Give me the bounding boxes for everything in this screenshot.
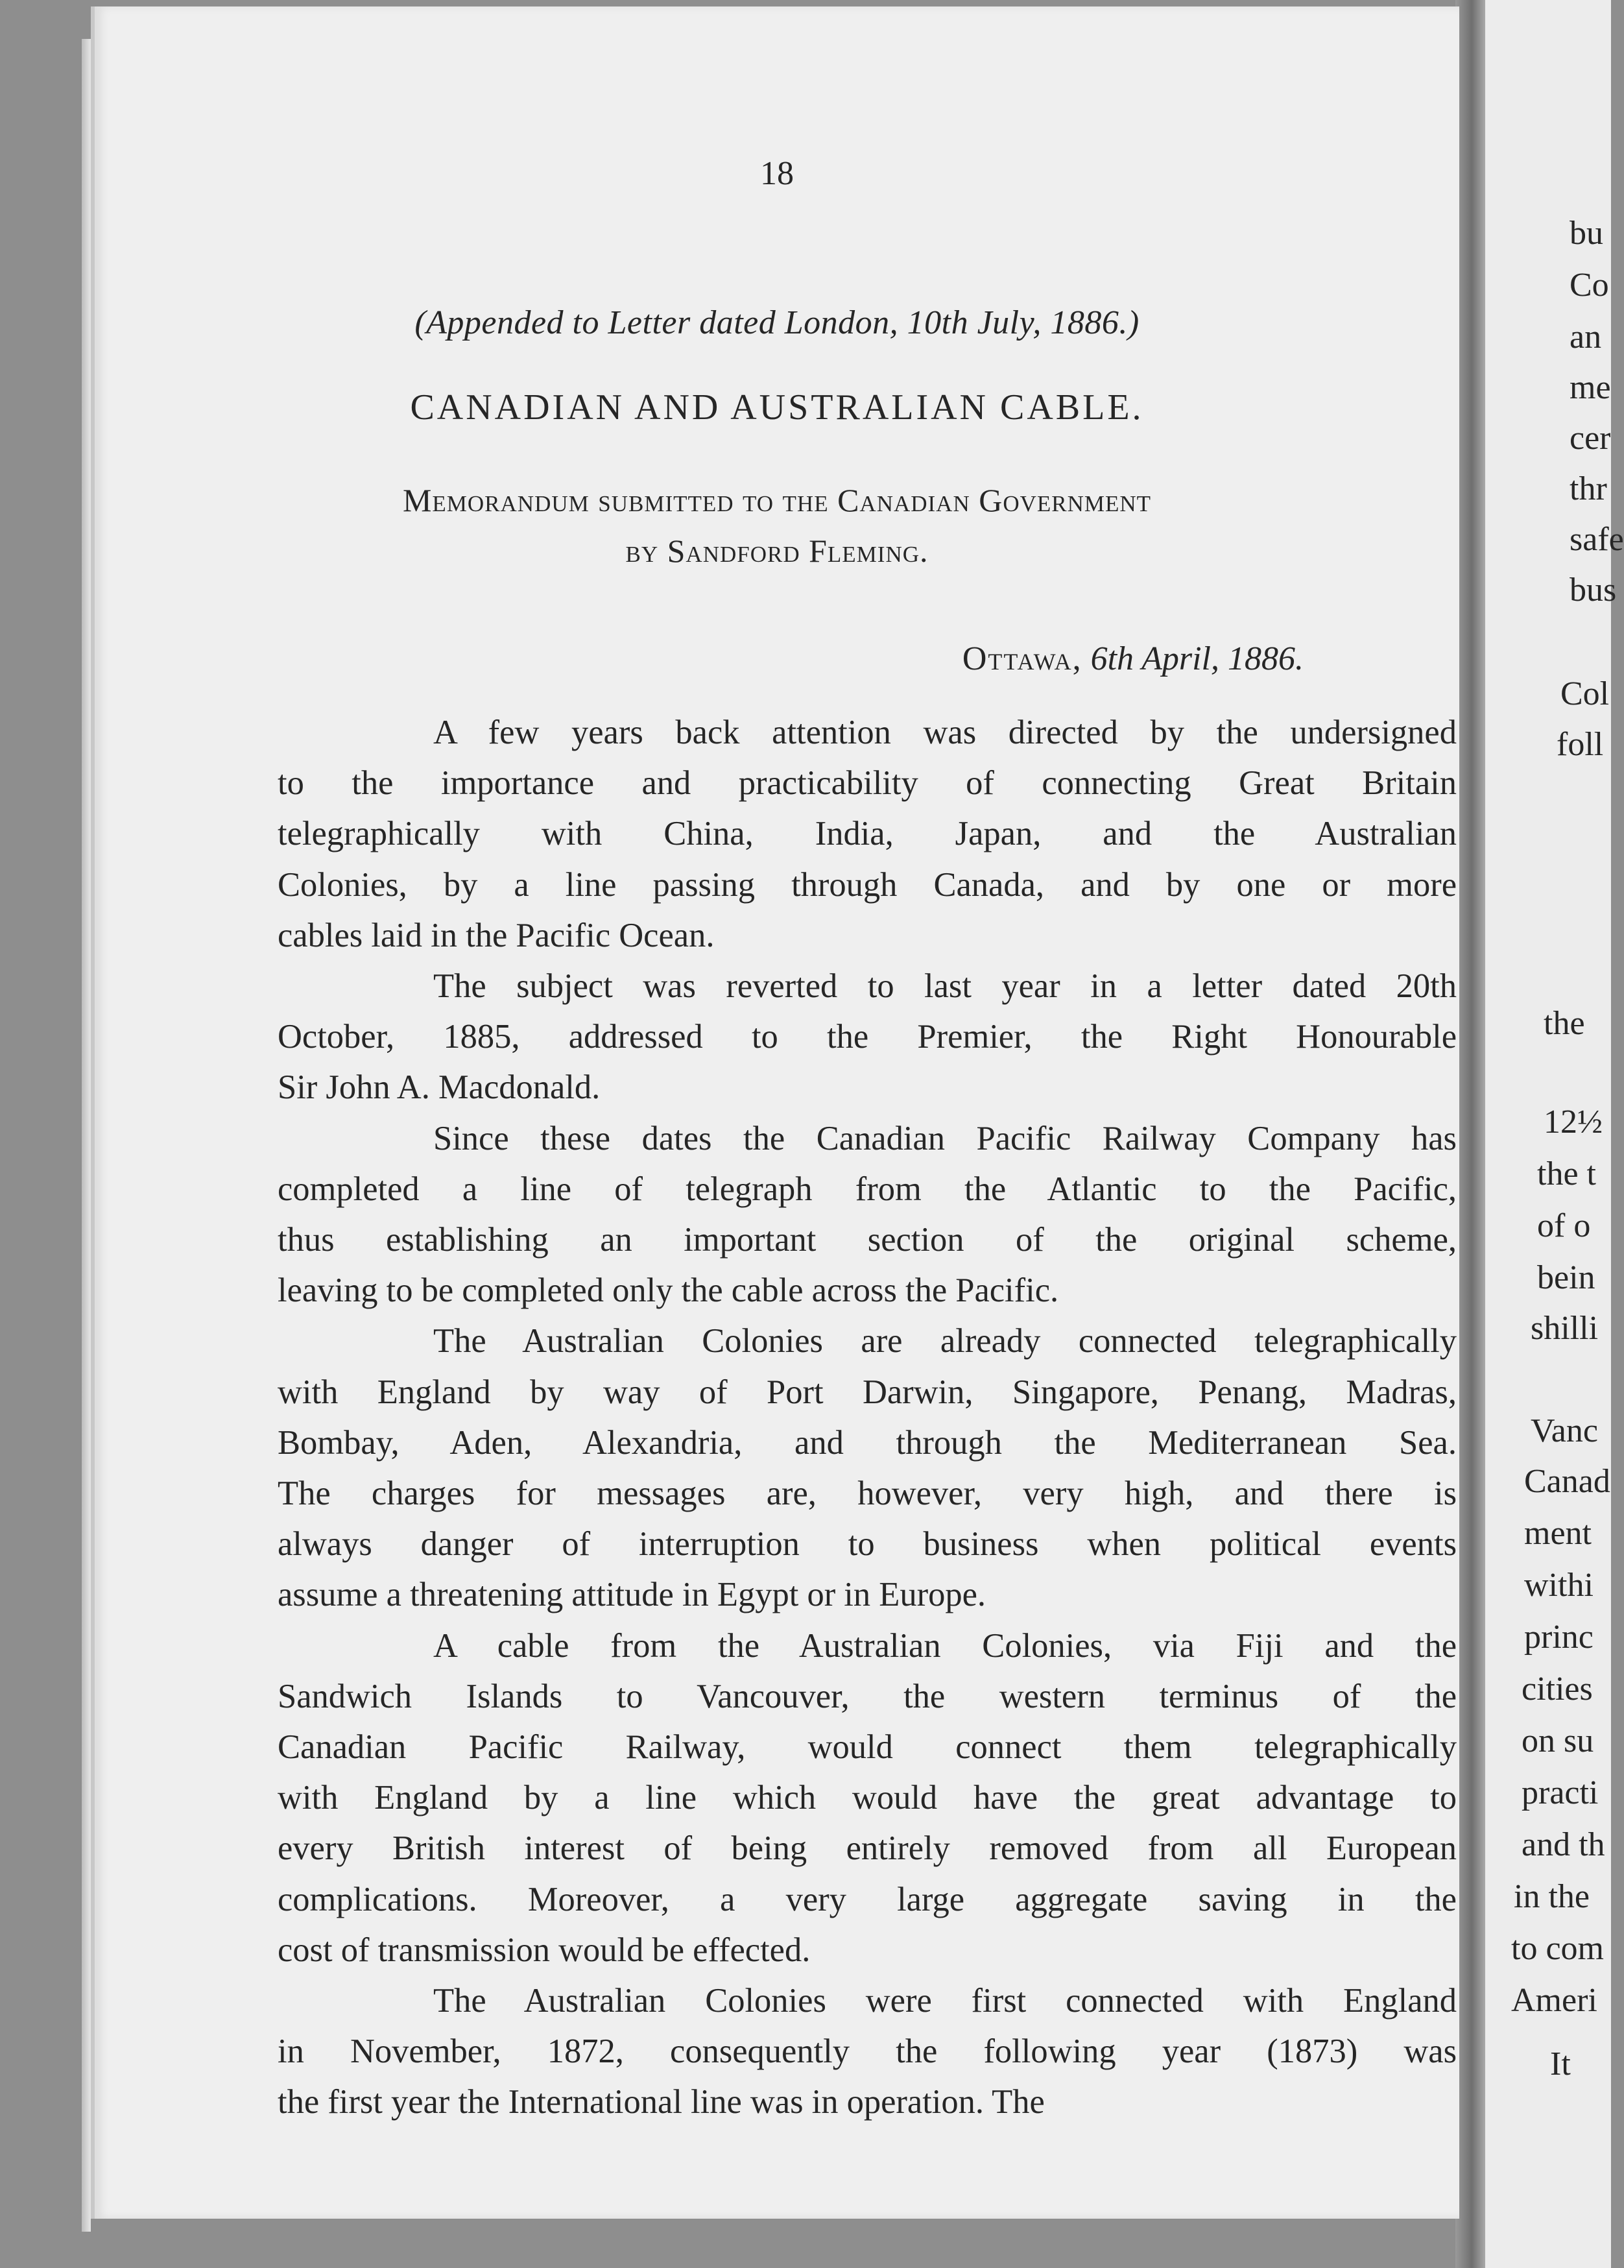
text-line: to the importance and practicability of connecting Great Britain [278, 764, 1457, 802]
facing-page-fragment: 12½ [1544, 1104, 1603, 1140]
facing-page-fragment: Vanc [1531, 1412, 1598, 1449]
text-line: Sir John A. Macdonald. [278, 1068, 601, 1107]
dateline [962, 640, 1304, 678]
facing-page-fragment: safe [1570, 521, 1624, 558]
text-line: Bombay, Aden, Alexandria, and through the Mediterranean Sea. [278, 1423, 1457, 1462]
facing-page-fragment: thr [1570, 470, 1607, 507]
text-line: the first year the International line was in operation. The [278, 2083, 1045, 2121]
facing-page-fragment: It [1550, 2045, 1571, 2082]
facing-page-fragment: cities [1522, 1671, 1593, 1707]
facing-page-fragment: shilli [1531, 1310, 1599, 1347]
text-line: assume a threatening attitude in Egypt or in Europe. [278, 1576, 986, 1614]
paragraph [278, 707, 1457, 961]
dateline-date: 6th April, 1886. [1090, 640, 1304, 677]
text-line: leaving to be completed only the cable across the Pacific. [278, 1272, 1059, 1310]
facing-page-fragment: me [1570, 369, 1611, 406]
text-line: Sandwich Islands to Vancouver, the western terminus of the [278, 1677, 1457, 1715]
memorandum-line-1: Memorandum submitted to the Canadian Government [402, 482, 1152, 518]
facing-page-fragment: an [1570, 319, 1602, 356]
text-line: A few years back attention was directed by the undersigned [433, 714, 1457, 751]
gutter-shadow [1455, 0, 1485, 2268]
memorandum-heading [95, 475, 1459, 576]
document-title: CANADIAN AND AUSTRALIAN CABLE. [410, 387, 1144, 428]
paragraph [278, 1316, 1457, 1620]
facing-page-fragment: of o [1537, 1207, 1591, 1244]
page-edge [82, 39, 91, 2232]
text-line: October, 1885, addressed to the Premier, the Right Honourable [278, 1018, 1457, 1056]
text-line: thus establishing an important section of the original scheme, [278, 1221, 1457, 1259]
facing-page-fragment: ment [1524, 1515, 1592, 1552]
facing-page-fragment: on su [1522, 1722, 1594, 1759]
text-line: always danger of interruption to business when political events [278, 1525, 1457, 1563]
text-line: in November, 1872, consequently the following year (1873) was [278, 2033, 1457, 2071]
facing-page-fragment: Canad [1524, 1463, 1610, 1500]
facing-page-fragment: bus [1570, 572, 1617, 609]
facing-page-fragment: the t [1537, 1155, 1596, 1192]
facing-page [1485, 0, 1624, 2268]
memorandum-line-2: by Sandford Fleming. [625, 533, 929, 569]
paragraph [278, 1975, 1457, 2128]
text-line: cables laid in the Pacific Ocean. [278, 916, 715, 954]
facing-page-fragment: foll [1557, 726, 1604, 763]
page-number: 18 [760, 155, 794, 192]
appended-note: (Appended to Letter dated London, 10th July, 1886.) [414, 304, 1140, 341]
facing-page-fragment: practi [1522, 1774, 1599, 1811]
dateline-place: Ottawa, [962, 640, 1082, 677]
facing-page-fragment: princ [1524, 1619, 1594, 1656]
left-page [91, 6, 1459, 2219]
facing-page-fragment: cer [1570, 420, 1611, 457]
facing-page-fragment: Co [1570, 267, 1609, 304]
text-line: completed a line of telegraph from the Atlantic to the Pacific, [278, 1170, 1457, 1208]
text-line: The charges for messages are, however, very high, and there is [278, 1475, 1457, 1513]
facing-page-fragment: in the [1514, 1878, 1590, 1915]
facing-page-fragment: and th [1522, 1826, 1605, 1863]
text-line: The Australian Colonies were first connected with England [433, 1982, 1457, 2020]
facing-page-fragment: the [1544, 1005, 1585, 1042]
paragraph [278, 1113, 1457, 1316]
text-line: with England by way of Port Darwin, Singapore, Penang, Madras, [278, 1373, 1457, 1411]
text-line: telegraphically with China, India, Japan, and the Australian [278, 815, 1457, 853]
paragraph [278, 1621, 1457, 1975]
text-line: with England by a line which would have the great advantage to [278, 1779, 1457, 1817]
text-line: A cable from the Australian Colonies, via Fiji and the [433, 1626, 1457, 1665]
text-line: cost of transmission would be effected. [278, 1931, 811, 1969]
facing-page-fragment: withi [1524, 1567, 1594, 1604]
text-line: The Australian Colonies are already connected telegraphically [433, 1322, 1457, 1360]
facing-page-fragment: to com [1511, 1930, 1604, 1967]
text-line: The subject was reverted to last year in a letter dated 20th [433, 967, 1457, 1006]
body-text [278, 707, 1457, 2128]
paragraph [278, 961, 1457, 1113]
text-line: Since these dates the Canadian Pacific Railway Company has [433, 1119, 1457, 1157]
facing-page-fragment: bu [1570, 215, 1603, 252]
text-line: every British interest of being entirely removed from all European [278, 1829, 1457, 1868]
text-line: Colonies, by a line passing through Canada, and by one or more [278, 865, 1457, 904]
text-line: Canadian Pacific Railway, would connect them telegraphically [278, 1728, 1457, 1767]
facing-page-fragment: bein [1537, 1259, 1595, 1296]
facing-page-fragment: Ameri [1511, 1982, 1597, 2019]
text-line: complications. Moreover, a very large aggregate saving in the [278, 1880, 1457, 1918]
facing-page-fragment: Col [1560, 675, 1610, 712]
